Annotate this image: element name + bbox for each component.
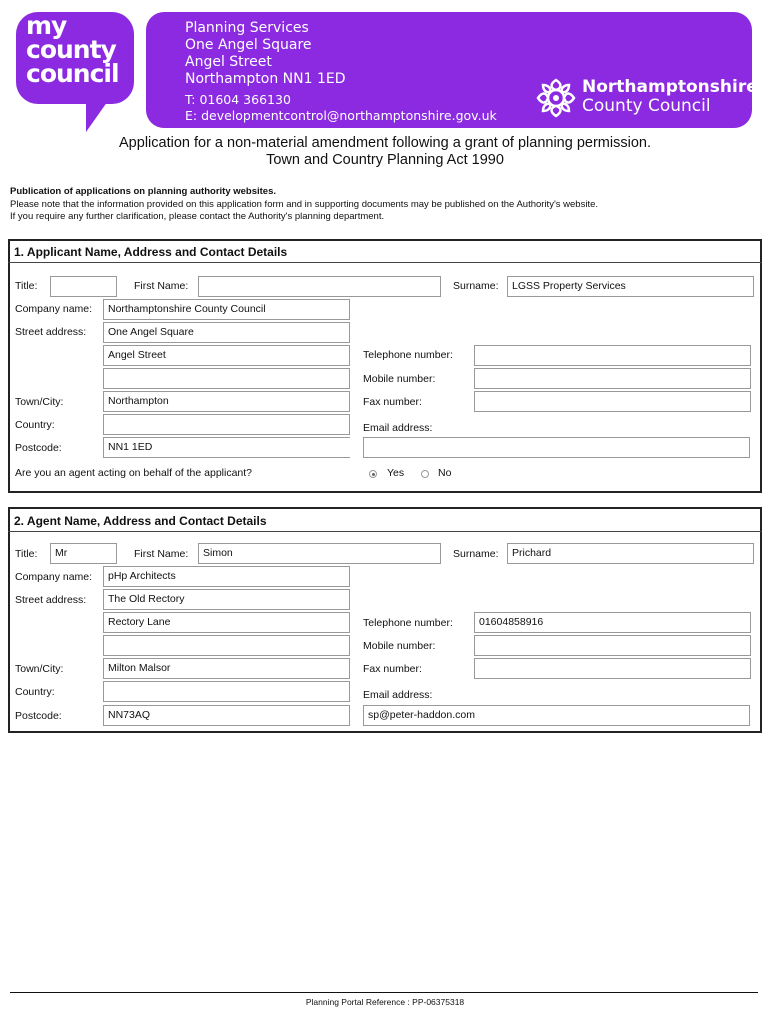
- mobile-label: Mobile number:: [363, 373, 436, 385]
- title-line: Application for a non-material amendment following a grant of planning permission.: [119, 135, 651, 151]
- fax-label: Fax number:: [363, 663, 422, 675]
- telephone-label: Telephone number:: [363, 617, 453, 629]
- no-label: No: [438, 467, 452, 479]
- publication-notice: [10, 186, 598, 224]
- publication-text: If you require any further clarification, please contact the Authority's planning department.: [10, 211, 385, 222]
- address-line: One Angel Square: [185, 37, 312, 53]
- postcode-label: Postcode:: [15, 710, 62, 722]
- agent-street-field-1[interactable]: The Old Rectory: [103, 589, 350, 610]
- footer-rule: [10, 992, 758, 993]
- field-gap: [350, 437, 363, 458]
- agent-country-field[interactable]: [103, 681, 350, 702]
- title-label: Title:: [15, 548, 38, 560]
- my-county-council-logo: [26, 11, 119, 88]
- applicant-postcode-field[interactable]: NN1 1ED: [103, 437, 750, 458]
- logo-tail: [86, 98, 110, 132]
- street-label: Street address:: [15, 594, 87, 606]
- company-label: Company name:: [15, 571, 93, 583]
- agent-email-field[interactable]: sp@peter-haddon.com: [363, 705, 750, 726]
- town-label: Town/City:: [15, 396, 64, 408]
- publication-text: Please note that the information provided on this application form and in supporting documents may be published on the Authority's website.: [10, 198, 599, 210]
- agent-town-field[interactable]: Milton Malsor: [103, 658, 350, 679]
- agent-street-field-2[interactable]: Rectory Lane: [103, 612, 350, 633]
- first-name-label: First Name:: [134, 548, 189, 560]
- phone-text: T: 01604 366130: [185, 92, 291, 107]
- address-line: Northampton NN1 1ED: [185, 71, 346, 87]
- logo-line: council: [26, 59, 119, 88]
- section-heading: 2. Agent Name, Address and Contact Details: [14, 514, 267, 528]
- applicant-surname-field[interactable]: LGSS Property Services: [507, 276, 754, 297]
- section-divider: [8, 262, 762, 263]
- postcode-label: Postcode:: [15, 442, 62, 454]
- title-line: Town and Country Planning Act 1990: [266, 152, 504, 168]
- first-name-label: First Name:: [134, 280, 189, 292]
- fax-label: Fax number:: [363, 396, 422, 408]
- address-line: Angel Street: [185, 54, 272, 70]
- agent-fax-field[interactable]: [474, 658, 751, 679]
- agent-no-radio[interactable]: [421, 470, 429, 478]
- applicant-mobile-field[interactable]: [474, 368, 751, 389]
- town-label: Town/City:: [15, 663, 64, 675]
- contact-block: [185, 92, 497, 124]
- planning-portal-reference: Planning Portal Reference : PP-06375318: [305, 997, 465, 1007]
- applicant-company-field[interactable]: Northamptonshire County Council: [103, 299, 350, 320]
- logo-line: county: [26, 35, 116, 64]
- email-link[interactable]: E: developmentcontrol@northamptonshire.gov.uk: [185, 108, 497, 123]
- applicant-title-field[interactable]: [50, 276, 117, 297]
- applicant-street-field-1[interactable]: One Angel Square: [103, 322, 350, 343]
- applicant-fax-field[interactable]: [474, 391, 751, 412]
- agent-title-field[interactable]: Mr: [50, 543, 117, 564]
- title-label: Title:: [15, 280, 38, 292]
- yes-label: Yes: [387, 467, 405, 479]
- applicant-email-field[interactable]: [363, 437, 750, 458]
- agent-telephone-field[interactable]: 01604858916: [474, 612, 751, 633]
- country-label: Country:: [15, 686, 55, 698]
- northamptonshire-logo-text: [582, 78, 758, 116]
- address-line: Planning Services: [185, 20, 309, 36]
- document-title: [0, 135, 770, 169]
- applicant-street-field-2[interactable]: Angel Street: [103, 345, 350, 366]
- telephone-label: Telephone number:: [363, 349, 453, 361]
- agent-question: Are you an agent acting on behalf of the applicant?: [15, 467, 253, 479]
- agent-postcode-field[interactable]: NN73AQ: [103, 705, 350, 726]
- logo-line: my: [26, 11, 67, 40]
- agent-yes-radio[interactable]: [369, 470, 377, 478]
- org-line: Northamptonshire: [582, 77, 758, 97]
- applicant-first-name-field[interactable]: [198, 276, 441, 297]
- surname-label: Surname:: [453, 280, 499, 292]
- applicant-street-field-3[interactable]: [103, 368, 350, 389]
- agent-mobile-field[interactable]: [474, 635, 751, 656]
- applicant-country-field[interactable]: [103, 414, 350, 435]
- applicant-town-field[interactable]: Northampton: [103, 391, 350, 412]
- email-label: Email address:: [363, 422, 433, 434]
- publication-heading: Publication of applications on planning authority websites.: [10, 186, 277, 197]
- agent-first-name-field[interactable]: Simon: [198, 543, 441, 564]
- street-label: Street address:: [15, 326, 87, 338]
- section-divider: [8, 531, 762, 532]
- mobile-label: Mobile number:: [363, 640, 436, 652]
- address-block: [185, 20, 345, 88]
- agent-surname-field[interactable]: Prichard: [507, 543, 754, 564]
- org-line: County Council: [582, 96, 711, 116]
- section-heading: 1. Applicant Name, Address and Contact Details: [14, 245, 288, 259]
- country-label: Country:: [15, 419, 55, 431]
- applicant-telephone-field[interactable]: [474, 345, 751, 366]
- agent-company-field[interactable]: pHp Architects: [103, 566, 350, 587]
- rose-crest-icon: [534, 76, 578, 120]
- surname-label: Surname:: [453, 548, 499, 560]
- agent-street-field-3[interactable]: [103, 635, 350, 656]
- email-label: Email address:: [363, 689, 433, 701]
- company-label: Company name:: [15, 303, 93, 315]
